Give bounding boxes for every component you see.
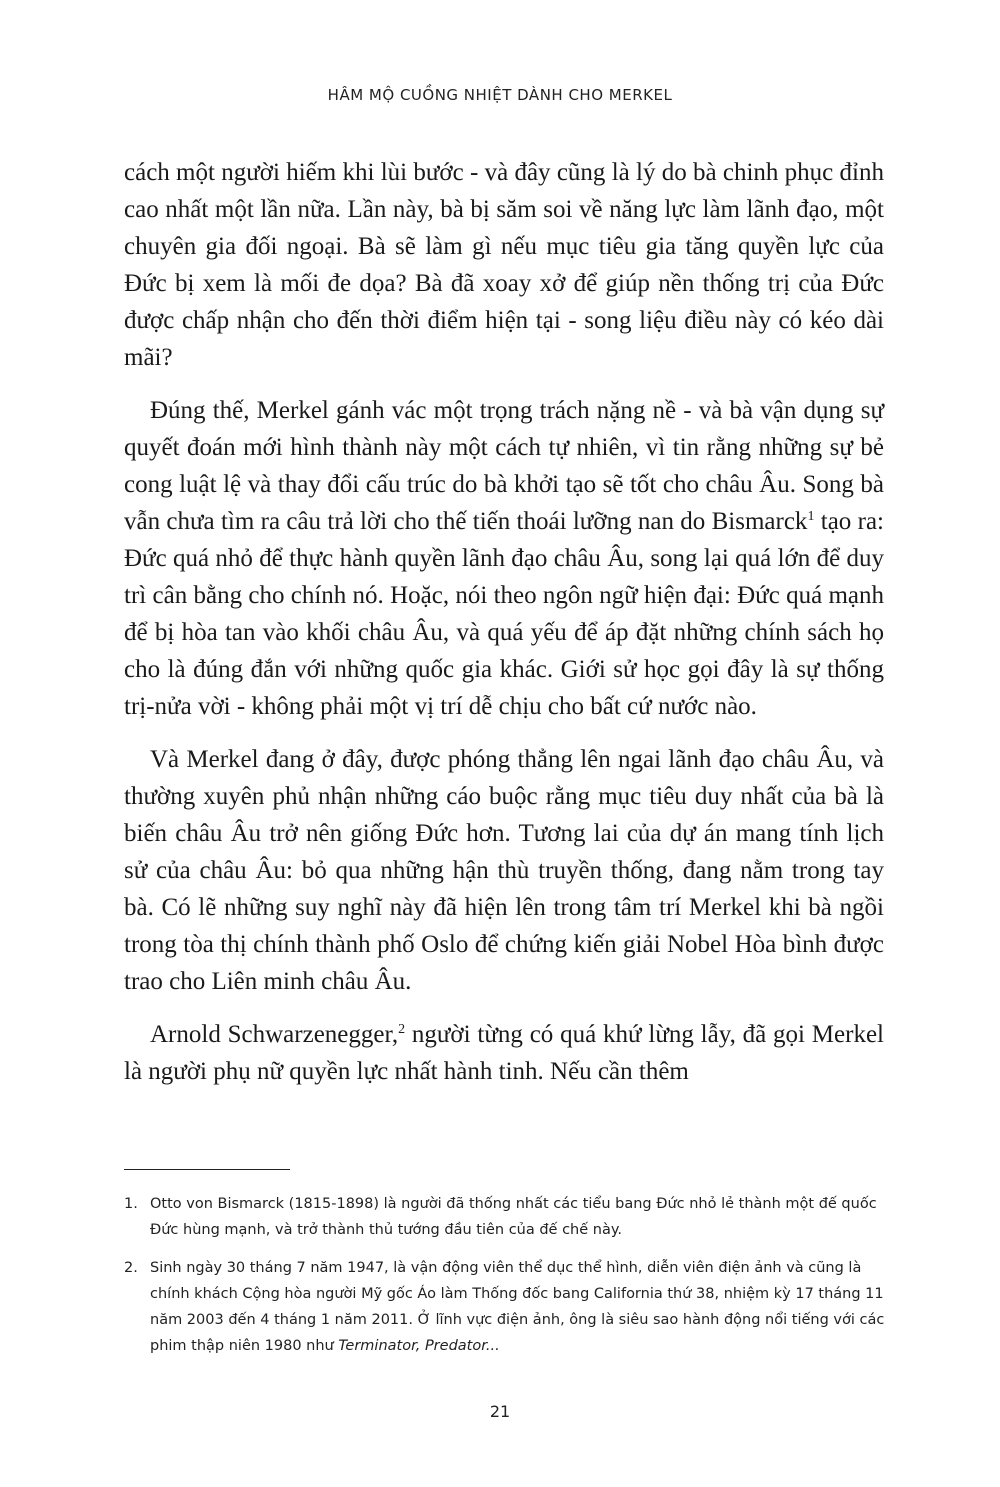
paragraph-4 xyxy=(124,1016,884,1090)
paragraph-4-text-a: Arnold Schwarzenegger, xyxy=(150,1021,399,1048)
footnote-text: Otto von Bismarck (1815-1898) là người đã thống nhất các tiểu bang Đức nhỏ lẻ thành một đế quốc Đức hùng mạnh, và trở thành thủ tướng đầu tiên của đế chế này. xyxy=(150,1196,877,1238)
paragraph-3: Và Merkel đang ở đây, được phóng thẳng lên ngai lãnh đạo châu Âu, và thường xuyên phủ nhận những cáo buộc rằng mục tiêu duy nhất của bà là biến châu Âu trở nên giống Đức hơn. Tương lai của dự án mang tính lịch sử của châu Âu: bỏ qua những hận thù truyền thống, đang nằm trong tay bà. Có lẽ những suy nghĩ này đã hiện lên trong tâm trí Merkel khi bà ngồi trong tòa thị chính thành phố Oslo để chứng kiến giải Nobel Hòa bình được trao cho Liên minh châu Âu. xyxy=(124,746,884,995)
footnote-text: Sinh ngày 30 tháng 7 năm 1947, là vận động viên thể dục thể hình, diễn viên điện ảnh và cũng là chính khách Cộng hòa người Mỹ gốc Áo làm Thống đốc bang California thứ 38, nhiệm kỳ 17 tháng 11 năm 2003 đến 4 tháng 1 năm 2011. Ở lĩnh vực điện ảnh, ông là siêu sao hành động nổi tiếng với các phim thập niên 1980 như xyxy=(150,1260,885,1354)
footnotes xyxy=(124,1191,888,1371)
footnote-1 xyxy=(124,1191,888,1243)
paragraph-1: cách một người hiếm khi lùi bước - và đây cũng là lý do bà chinh phục đỉnh cao nhất một lần nữa. Lần này, bà bị săm soi về năng lực làm lãnh đạo, một chuyên gia đối ngoại. Bà sẽ làm gì nếu mục tiêu gia tăng quyền lực của Đức bị xem là mối đe dọa? Bà đã xoay xở để giúp nền thống trị của Đức được chấp nhận cho đến thời điểm hiện tại - song liệu điều này có kéo dài mãi? xyxy=(124,159,884,371)
footnote-ref-1: 1 xyxy=(807,509,815,524)
paragraph-2-text-b: tạo ra: Đức quá nhỏ để thực hành quyền lãnh đạo châu Âu, song lại quá lớn để duy trì cân bằng cho chính nó. Hoặc, nói theo ngôn ngữ hiện đại: Đức quá mạnh để bị hòa tan vào khối châu Âu, và quá yếu để áp đặt những chính sách họ cho là đúng đắn với những quốc gia khác. Giới sử học gọi đây là sự thống trị-nửa vời - không phải một vị trí dễ chịu cho bất cứ nước nào. xyxy=(124,508,884,720)
paragraph-2-text-a: Đúng thế, Merkel gánh vác một trọng trách nặng nề - và bà vận dụng sự quyết đoán mới hình thành này một cách tự nhiên, vì tin rằng những sự bẻ cong luật lệ và thay đổi cấu trúc do bà khởi tạo sẽ tốt cho châu Âu. Song bà vẫn chưa tìm ra câu trả lời cho thế tiến thoái lưỡng nan do Bismarck xyxy=(124,397,884,535)
footnote-film-titles: Terminator, Predator... xyxy=(338,1338,500,1354)
page-number: 21 xyxy=(489,1402,511,1421)
paragraph-2 xyxy=(124,392,884,725)
body-text xyxy=(124,154,884,1106)
footnote-number: 2. xyxy=(124,1260,138,1276)
footnote-ref-2: 2 xyxy=(398,1022,406,1037)
paragraph-4-text-b: người từng có quá khứ lừng lẫy, đã gọi Merkel là người phụ nữ quyền lực nhất hành tinh. Nếu cần thêm xyxy=(124,1021,884,1085)
footnote-2 xyxy=(124,1255,888,1359)
running-header: HÂM MỘ CUỒNG NHIỆT DÀNH CHO MERKEL xyxy=(327,86,673,104)
footnote-divider xyxy=(124,1169,290,1170)
footnote-number: 1. xyxy=(124,1196,138,1212)
